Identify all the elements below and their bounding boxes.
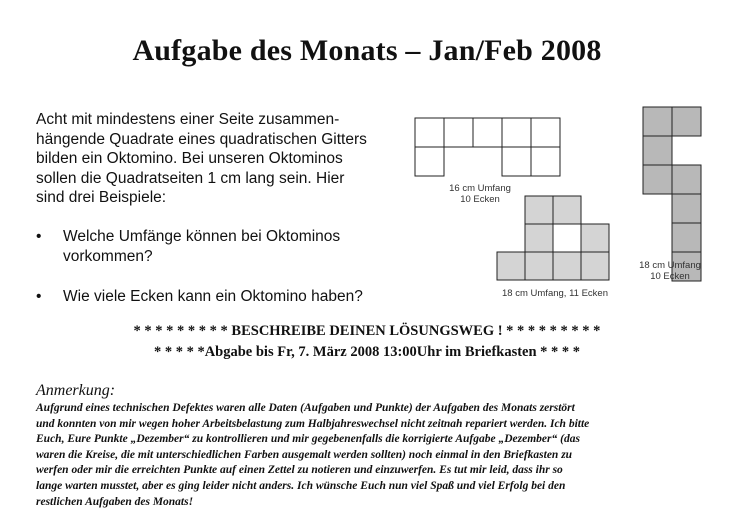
grid-square [672, 107, 701, 136]
oktomino-example-1 [415, 118, 560, 176]
note-line: waren die Kreise, die mit unterschiedlichen Farben ausgemalt werden sollten) noch einmal in den Briefkasten zu [36, 448, 573, 461]
question-line: vorkommen? [63, 247, 153, 265]
example-3-caption: 18 cm Umfang 10 Ecken [639, 260, 701, 282]
grid-square [672, 165, 701, 194]
grid-square [525, 252, 553, 280]
grid-square [502, 147, 531, 176]
grid-square [444, 118, 473, 147]
grid-square [643, 136, 672, 165]
intro-line: sind drei Beispiele: [36, 189, 167, 206]
grid-square [531, 147, 560, 176]
grid-square [502, 118, 531, 147]
note-heading: Anmerkung: [36, 382, 116, 399]
grid-square [473, 118, 502, 147]
grid-square [672, 223, 701, 252]
question-line: Wie viele Ecken kann ein Oktomino haben? [63, 288, 363, 305]
grid-square [497, 252, 525, 280]
bullet-icon: • [36, 228, 42, 245]
intro-line: Acht mit mindestens einer Seite zusammen- [36, 111, 340, 128]
example-2-caption: 18 cm Umfang, 11 Ecken [502, 288, 608, 299]
note-line: Euch, Eure Punkte „Dezember“ zu kontrollieren und mir gegebenenfalls die korrigierte Aufgabe „Dezember“ (das [36, 433, 580, 446]
grid-square [415, 147, 444, 176]
deadline-notice: * * * * *Abgabe bis Fr, 7. März 2008 13:00Uhr im Briefkasten * * * * [153, 344, 581, 360]
intro-line: sollen die Quadratseiten 1 cm lang sein. Hier [36, 169, 345, 187]
grid-square [525, 224, 553, 252]
oktomino-example-2 [497, 196, 609, 280]
grid-square [415, 118, 444, 147]
grid-square [643, 107, 672, 136]
note-line: restlichen Aufgaben des Monats! [36, 495, 194, 508]
example-1-caption: 16 cm Umfang 10 Ecken [449, 183, 511, 205]
oktomino-example-3 [643, 107, 701, 281]
bullet-icon: • [36, 288, 42, 305]
intro-line: bilden ein Oktomino. Bei unseren Oktominos [36, 150, 343, 167]
note-line: lange warten musstet, aber es ging leider nicht anders. Ich wünsche Euch nun viel Spaß und viel Erfolg bei den [36, 479, 566, 492]
describe-instruction: * * * * * * * * * BESCHREIBE DEINEN LÖSUNGSWEG ! * * * * * * * * * [133, 323, 601, 339]
note-line: und konnten von mir wegen hoher Arbeitsbelastung zum Halbjahreswechsel nicht zeitnah repariert werden. Ich bitte [36, 417, 590, 430]
question-line: Welche Umfänge können bei Oktominos [63, 228, 341, 245]
intro-line: hängende Quadrate eines quadratischen Gitters [36, 130, 367, 148]
page-title: Aufgabe des Monats – Jan/Feb 2008 [132, 34, 602, 67]
grid-square [581, 224, 609, 252]
grid-square [672, 194, 701, 223]
grid-square [581, 252, 609, 280]
grid-square [553, 252, 581, 280]
note-line: werfen oder mir die erreichten Punkte auf einen Zettel zu notieren und einzuwerfen. Es tut mir leid, dass ihr so [36, 464, 563, 477]
note-line: Aufgrund eines technischen Defektes waren alle Daten (Aufgaben und Punkte) der Aufgaben des Monats zerstört [36, 402, 575, 414]
note-body [36, 401, 726, 510]
grid-square [531, 118, 560, 147]
grid-square [643, 165, 672, 194]
